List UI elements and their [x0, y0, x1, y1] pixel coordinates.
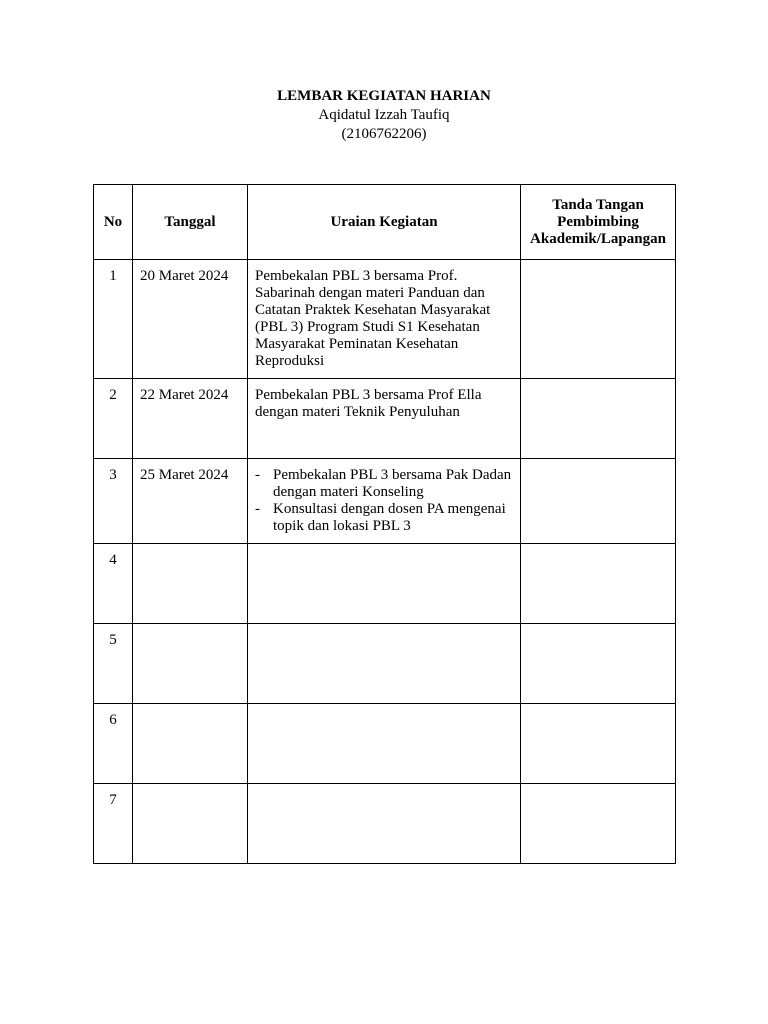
table-row [94, 784, 676, 864]
row-number: 2 [94, 379, 133, 459]
column-header-activity: Uraian Kegiatan [248, 185, 521, 260]
student-id: (2106762206) [341, 126, 427, 142]
row-date [133, 624, 248, 704]
row-signature [521, 379, 676, 459]
row-signature [521, 459, 676, 544]
column-header-signature [521, 185, 676, 260]
document-title: LEMBAR KEGIATAN HARIAN [277, 88, 491, 104]
row-number: 7 [94, 784, 133, 864]
table-row [94, 459, 676, 544]
row-number: 4 [94, 544, 133, 624]
table-row [94, 260, 676, 379]
row-date [133, 704, 248, 784]
row-signature [521, 624, 676, 704]
row-activity [248, 624, 521, 704]
row-signature [521, 784, 676, 864]
signature-header-line: Pembimbing [557, 213, 639, 230]
column-header-no: No [94, 185, 133, 260]
row-activity: Pembekalan PBL 3 bersama Prof Ella dengan materi Teknik Penyuluhan [248, 379, 521, 459]
table-header-row [94, 185, 676, 260]
row-activity: Pembekalan PBL 3 bersama Prof. Sabarinah dengan materi Panduan dan Catatan Praktek Kesehatan Masyarakat (PBL 3) Program Studi S1 Kesehatan Masyarakat Peminatan Kesehatan Reproduksi [248, 260, 521, 379]
row-signature [521, 260, 676, 379]
table-row [94, 704, 676, 784]
table-row [94, 379, 676, 459]
signature-header-line: Tanda Tangan [552, 196, 644, 213]
activity-list [255, 467, 513, 535]
row-date [133, 544, 248, 624]
row-number: 1 [94, 260, 133, 379]
activity-list-item: - Konsultasi dengan dosen PA mengenai topik dan lokasi PBL 3 [255, 501, 513, 535]
daily-activity-table [93, 184, 676, 864]
row-date [133, 784, 248, 864]
activity-list-item: - Pembekalan PBL 3 bersama Pak Dadan dengan materi Konseling [255, 467, 513, 501]
row-signature [521, 544, 676, 624]
row-date: 20 Maret 2024 [133, 260, 248, 379]
row-activity [248, 459, 521, 544]
table-row [94, 544, 676, 624]
row-number: 5 [94, 624, 133, 704]
column-header-date: Tanggal [133, 185, 248, 260]
row-number: 6 [94, 704, 133, 784]
row-date: 25 Maret 2024 [133, 459, 248, 544]
row-activity [248, 544, 521, 624]
row-activity [248, 784, 521, 864]
student-name: Aqidatul Izzah Taufiq [318, 107, 450, 123]
row-number: 3 [94, 459, 133, 544]
row-signature [521, 704, 676, 784]
table-row [94, 624, 676, 704]
row-date: 22 Maret 2024 [133, 379, 248, 459]
document-header [0, 87, 768, 144]
signature-header-line: Akademik/Lapangan [530, 230, 666, 247]
row-activity [248, 704, 521, 784]
